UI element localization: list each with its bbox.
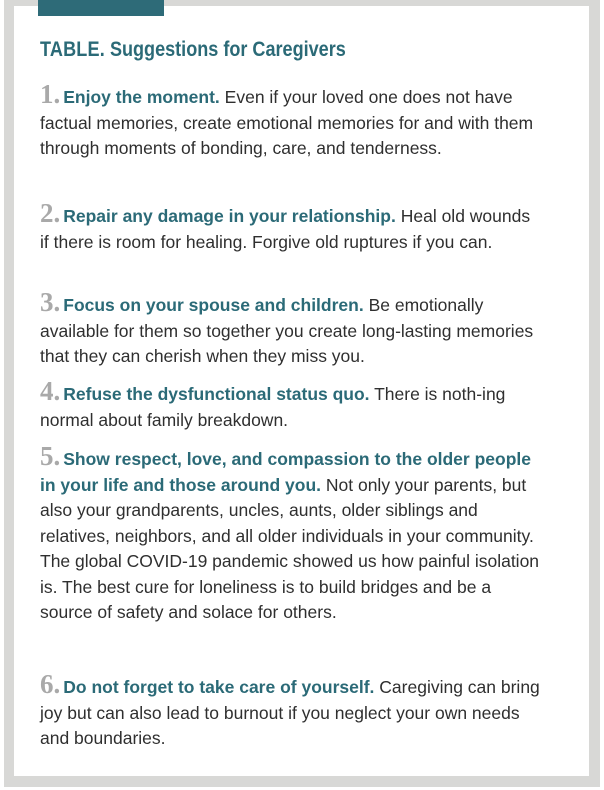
item-heading: Focus on your spouse and children. [63,295,364,315]
list-item [40,79,540,162]
header-tab [38,0,164,16]
list-item [40,287,540,370]
list-item [40,441,540,626]
item-heading: Repair any damage in your relationship. [63,206,396,226]
list-item [40,376,540,433]
table-title-text: Suggestions for Caregivers [109,38,346,61]
item-number: 5. [40,441,61,471]
item-heading: Show respect, love, and compassion to the older people in your life and those around you. [40,449,531,495]
item-text: Heal old wounds if there is room for healing. Forgive old ruptures if you can. [40,206,531,252]
item-number: 3. [40,287,61,317]
item-text: Be emotionally available for them so together you create long-lasting memories that they can cherish when they miss you. [40,295,534,366]
item-heading: Refuse the dysfunctional status quo. [63,384,370,404]
item-text: There is noth-ing normal about family breakdown. [40,384,506,430]
item-heading: Enjoy the moment. [63,87,220,107]
item-text: Even if your loved one does not have factual memories, create emotional memories for and with them through moments of bonding, care, and tenderness. [40,87,534,158]
table-label: TABLE. [40,38,105,61]
item-heading: Do not forget to take care of yourself. [63,677,375,697]
list-item [40,198,540,255]
item-number: 1. [40,79,61,109]
item-text: Caregiving can bring joy but can also lead to burnout if you neglect your own needs and boundaries. [40,677,540,748]
item-number: 2. [40,198,61,228]
item-text: Not only your parents, but also your grandparents, uncles, aunts, older siblings and relatives, neighbors, and all older individuals in your community. The global COVID-19 pandemic showed us how painful isolation is. The best cure for loneliness is to build bridges and be a source of safety and solace for others. [40,474,540,622]
item-number: 4. [40,376,61,406]
table-title [40,38,346,62]
item-number: 6. [40,669,61,699]
list-item [40,669,540,752]
